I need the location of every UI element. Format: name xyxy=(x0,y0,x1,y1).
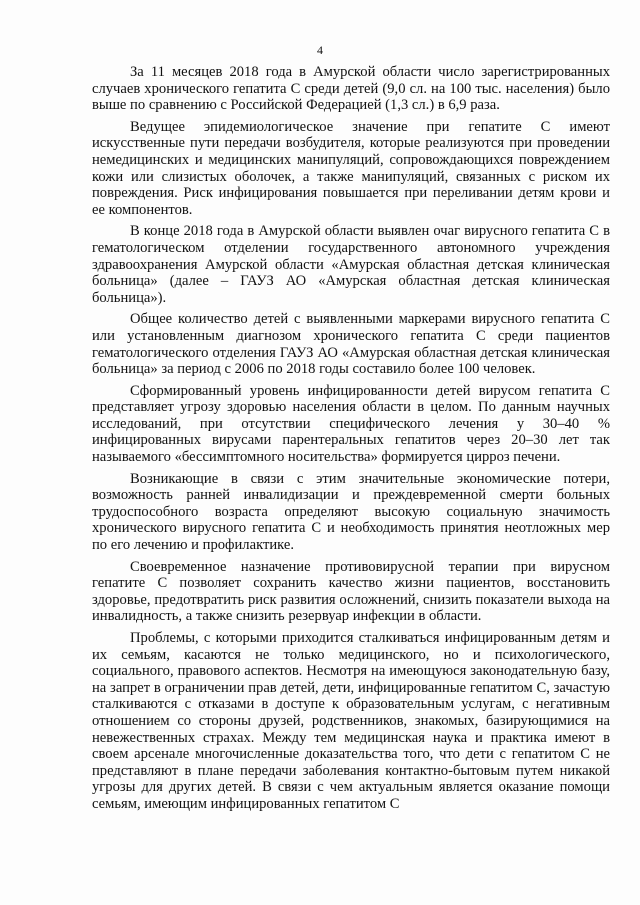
paragraph-4: Общее количество детей с выявленными маркерами вирусного гепатита С или установленным диагнозом хронического гепатита С среди пациентов гематологического отделения ГАУЗ АО «Амурская областная детская клиническая больница» за период с 2006 по 2018 годы составило более 100 человек. xyxy=(92,311,610,378)
paragraph-1: За 11 месяцев 2018 года в Амурской области число зарегистрированных случаев хронического гепатита С среди детей (9,0 сл. на 100 тыс. населения) было выше по сравнению с Российской Федерацией (1,3 сл.) в 6,9 раза. xyxy=(92,64,610,114)
paragraph-3: В конце 2018 года в Амурской области выявлен очаг вирусного гепатита С в гематологическом отделении государственного автономного учреждения здравоохранения Амурской области «Амурская областная детская клиническая больница» (далее – ГАУЗ АО «Амурская областная детская клиническая больница»). xyxy=(92,223,610,306)
paragraph-2: Ведущее эпидемиологическое значение при гепатите С имеют искусственные пути передачи возбудителя, которые реализуются при проведении немедицинских и медицинских манипуляций, сопровождающихся повреждением кожи или слизистых оболочек, а также манипуляций, связанных с риском их повреждения. Риск инфицирования повышается при переливании детям крови и ее компонентов. xyxy=(92,118,610,218)
paragraph-5: Сформированный уровень инфицированности детей вирусом гепатита С представляет угрозу здоровью населения области в целом. По данным научных исследований, при отсутствии специфического лечения у 30–40 % инфицированных вирусами парентеральных гепатитов через 20–30 лет так называемого «бессимптомного носительства» формируется цирроз печени. xyxy=(92,382,610,466)
page-number: 4 xyxy=(317,43,323,57)
paragraph-7: Своевременное назначение противовирусной терапии при вирусном гепатите С позволяет сохранить качество жизни пациентов, восстановить здоровье, предотвратить риск развития осложнений, снизить показатели выхода на инвалидность, а также снизить резервуар инфекции в области. xyxy=(92,558,610,625)
document-body xyxy=(92,64,610,813)
paragraph-6: Возникающие в связи с этим значительные экономические потери, возможность ранней инвалидизации и преждевременной смерти больных трудоспособного возраста определяют высокую социальную значимость хронического вирусного гепатита С и необходимость принятия неотложных мер по его лечению и профилактике. xyxy=(92,470,610,554)
paragraph-8: Проблемы, с которыми приходится сталкиваться инфицированным детям и их семьям, касаются не только медицинского, но и психологического, социального, правового аспектов. Несмотря на имеющуюся законодательную базу, на запрет в ограничении прав детей, дети, инфицированные гепатитом С, зачастую сталкиваются с отказами в доступе к образовательным услугам, с негативным отношением со стороны друзей, родственников, знакомых, базирующимися на невежественных страхах. Между тем медицинская наука и практика имеют в своем арсенале многочисленные доказательства того, что дети с гепатитом С не представляют в плане передачи заболевания контактно-бытовым путем никакой угрозы для других детей. В связи с чем актуальным является оказание помощи семьям, имеющим инфицированных гепатитом С xyxy=(92,630,610,812)
